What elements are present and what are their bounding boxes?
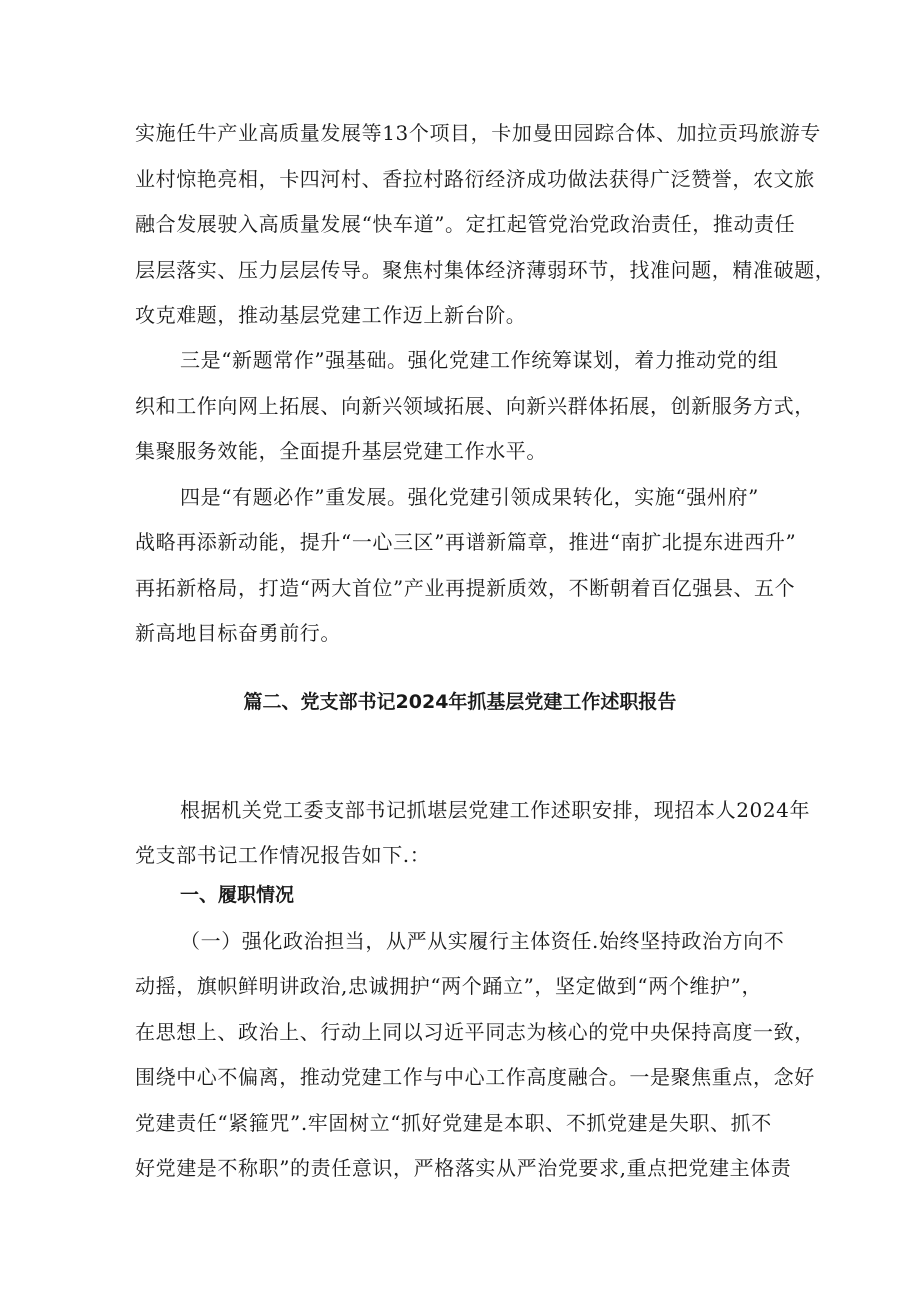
paragraph-line: 实施任牛产业高质量发展等13个项目，卡加曼田园踪合体、加拉贡玛旅游专 — [135, 121, 821, 145]
paragraph-line: 四是“有题必作”重发展。强化党建引领成果转化，实施“强州府” — [180, 485, 759, 509]
paragraph-line: 围绕中心不偏离，推动党建工作与中心工作高度融合。一是聚焦重点，念好 — [135, 1065, 815, 1089]
section-heading: 一、履职情况 — [180, 884, 295, 906]
paragraph-line: 动摇，旗帜鲜明讲政治,忠诚拥护“两个踊立”，坚定做到“两个维护”， — [135, 974, 763, 998]
paragraph-line: 集聚服务效能，全面提升基层党建工作水平。 — [135, 439, 547, 463]
paragraph-line: 织和工作向网上拓展、向新兴领域拓展、向新兴群体拓展，创新服务方式， — [135, 394, 815, 418]
paragraph-line: 层层落实、压力层层传导。聚焦村集体经济薄弱环节，找准问题，精准破题， — [135, 258, 836, 282]
paragraph-line: 党支部书记工作情况报告如下.： — [135, 843, 431, 867]
paragraph-line: 好党建是不称职”的责任意识，严格落实从严治党要求,重点把党建主体责 — [135, 1156, 792, 1180]
paragraph-line: 新高地目标奋勇前行。 — [135, 621, 341, 645]
paragraph-line: 在思想上、政治上、行动上同以习近平同志为核心的党中央保持高度一致， — [135, 1020, 815, 1044]
article-title: 篇二、党支部书记2024年抓基层党建工作述职报告 — [243, 691, 677, 713]
paragraph-line: 三是“新题常作”强基础。强化党建工作统筹谋划，着力推动党的组 — [180, 348, 779, 372]
paragraph-line: 战略再添新动能，提升“一心三区”再谱新篇章，推进“南扩北提东进西升” — [135, 530, 797, 554]
paragraph-line: 党建责任“紧箍咒”.牢固树立“抓好党建是本职、不抓党建是失职、抓不 — [135, 1111, 772, 1135]
paragraph-line: 业村惊艳亮相，卡四河村、香拉村路衍经济成功做法获得广泛赞誉，农文旅 — [135, 167, 815, 191]
paragraph-line: 融合发展驶入高质量发展“快车道”。定扛起管党治党政治责任，推动责任 — [135, 212, 796, 236]
paragraph-line: 攻克难题，推动基层党建工作迈上新台阶。 — [135, 303, 527, 327]
paragraph-line: 再拓新格局，打造“两大首位”产业再提新质效，不断朝着百亿强县、五个 — [135, 576, 796, 600]
paragraph-line: 根据机关党工委支部书记抓堪层党建工作述职安排，现招本人2024年 — [180, 798, 811, 822]
paragraph-line: （一）强化政治担当，从严从实履行主体资任.始终坚持政治方向不 — [180, 929, 785, 953]
